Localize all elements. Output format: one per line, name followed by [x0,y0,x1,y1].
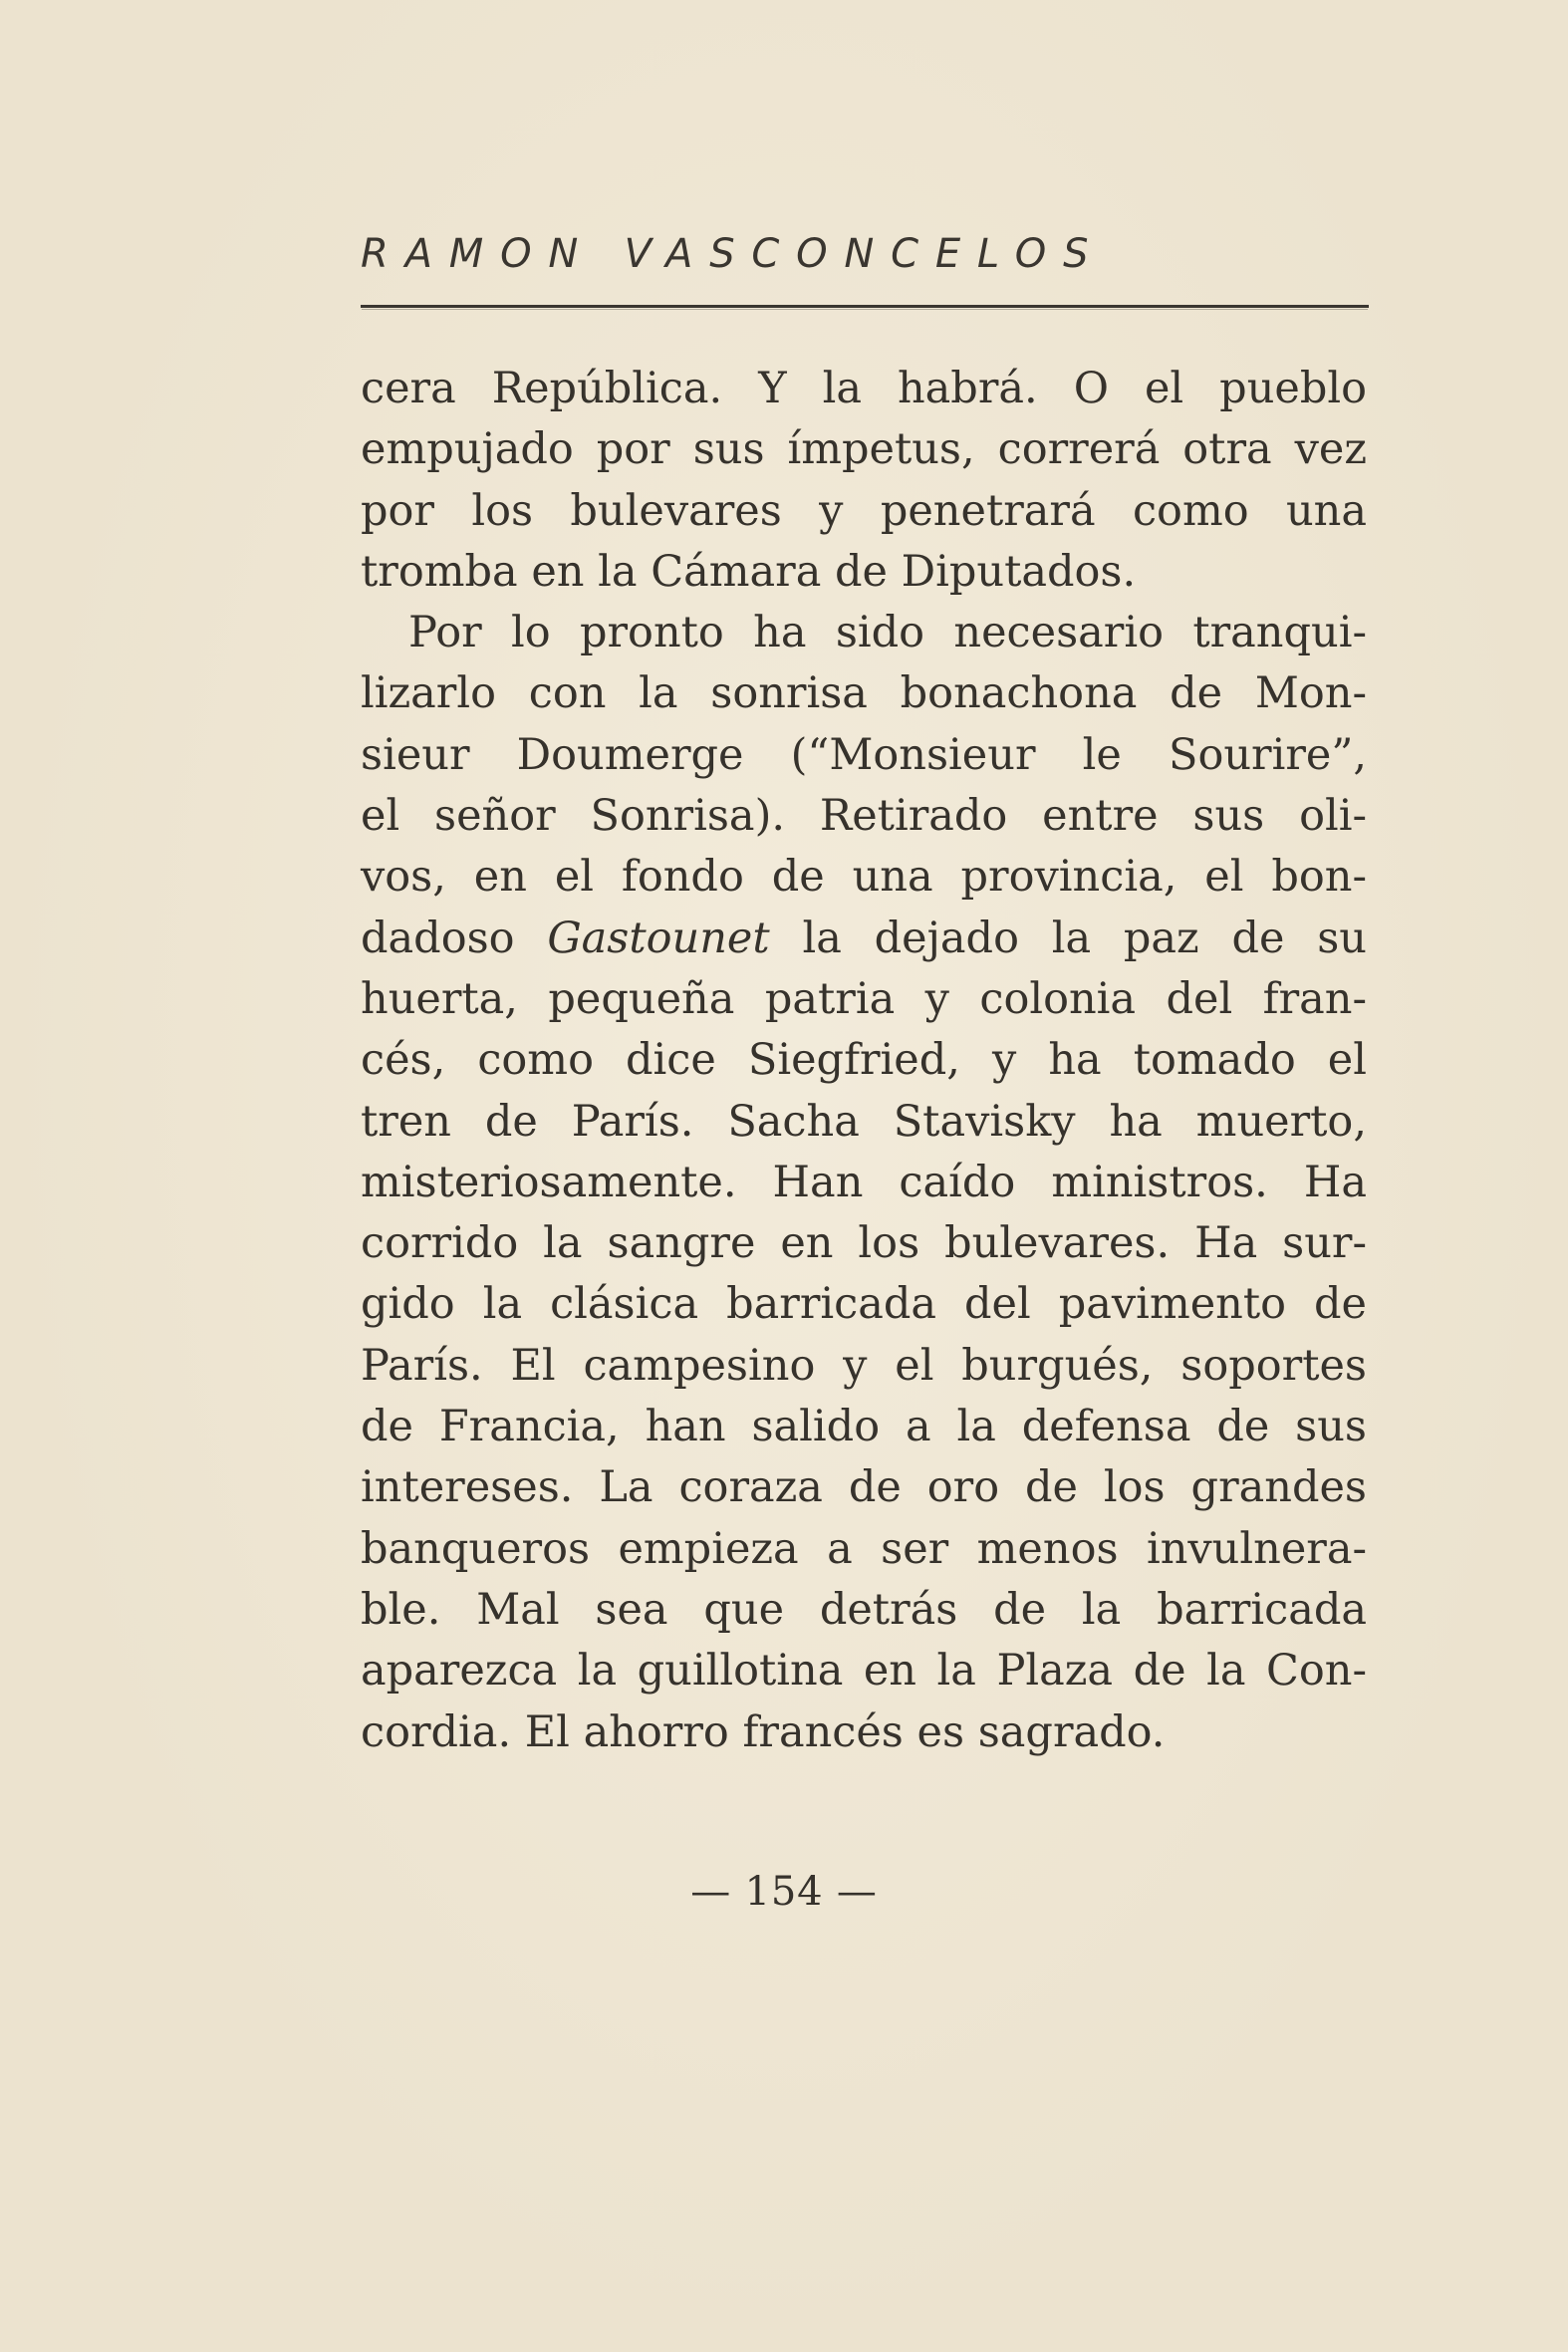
text-line: vos, en el fondo de una provincia, el bon- [361,852,1367,903]
text-line: cordia. El ahorro francés es sagrado. [361,1706,1166,1757]
page-number: — 154 — [690,1869,878,1915]
text-line: cés, como dice Siegfried, y ha tomado el [361,1035,1367,1086]
text-line: tromba en la Cámara de Diputados. [361,546,1137,597]
text-line [361,909,1367,969]
text-line: cera República. Y la habrá. O el pueblo [361,364,1367,413]
text-line: empujado por sus ímpetus, correrá otra vez [361,424,1367,475]
text-segment: dadoso [361,913,515,963]
text-line: el señor Sonrisa). Retirado entre sus oli- [361,791,1367,842]
text-line: intereses. La coraza de oro de los grandes [361,1462,1367,1513]
body-text [361,359,1367,1763]
text-line: huerta, pequeña patria y colonia del fran- [361,973,1367,1024]
text-line: por los bulevares y penetrará como una [361,485,1367,536]
text-line: París. El campesino y el burgués, soportes [361,1340,1367,1391]
text-line: aparezca la guillotina en la Plaza de la Con- [361,1646,1367,1697]
text-line: ble. Mal sea que detrás de la barricada [361,1584,1367,1635]
italic-term: Gastounet [547,913,770,963]
text-line: gido la clásica barricada del pavimento de [361,1279,1367,1330]
text-line: de Francia, han salido a la defensa de sus [361,1402,1367,1452]
text-line: sieur Doumerge (“Monsieur le Sourire”, [361,729,1367,780]
text-line: lizarlo con la sonrisa bonachona de Mon- [361,668,1367,719]
paragraph-first-line: Por lo pronto ha sido necesario tranqui- [408,608,1367,658]
text-line: banqueros empieza a ser menos invulnera- [361,1523,1367,1574]
text-line: misteriosamente. Han caído ministros. Ha [361,1157,1367,1207]
text-line: tren de París. Sacha Stavisky ha muerto, [361,1096,1367,1147]
text-segment: la dejado la paz de su [802,913,1367,963]
running-head: RAMON VASCONCELOS [361,231,1106,277]
text-line: corrido la sangre en los bulevares. Ha sur- [361,1218,1367,1269]
header-rule [361,305,1369,308]
